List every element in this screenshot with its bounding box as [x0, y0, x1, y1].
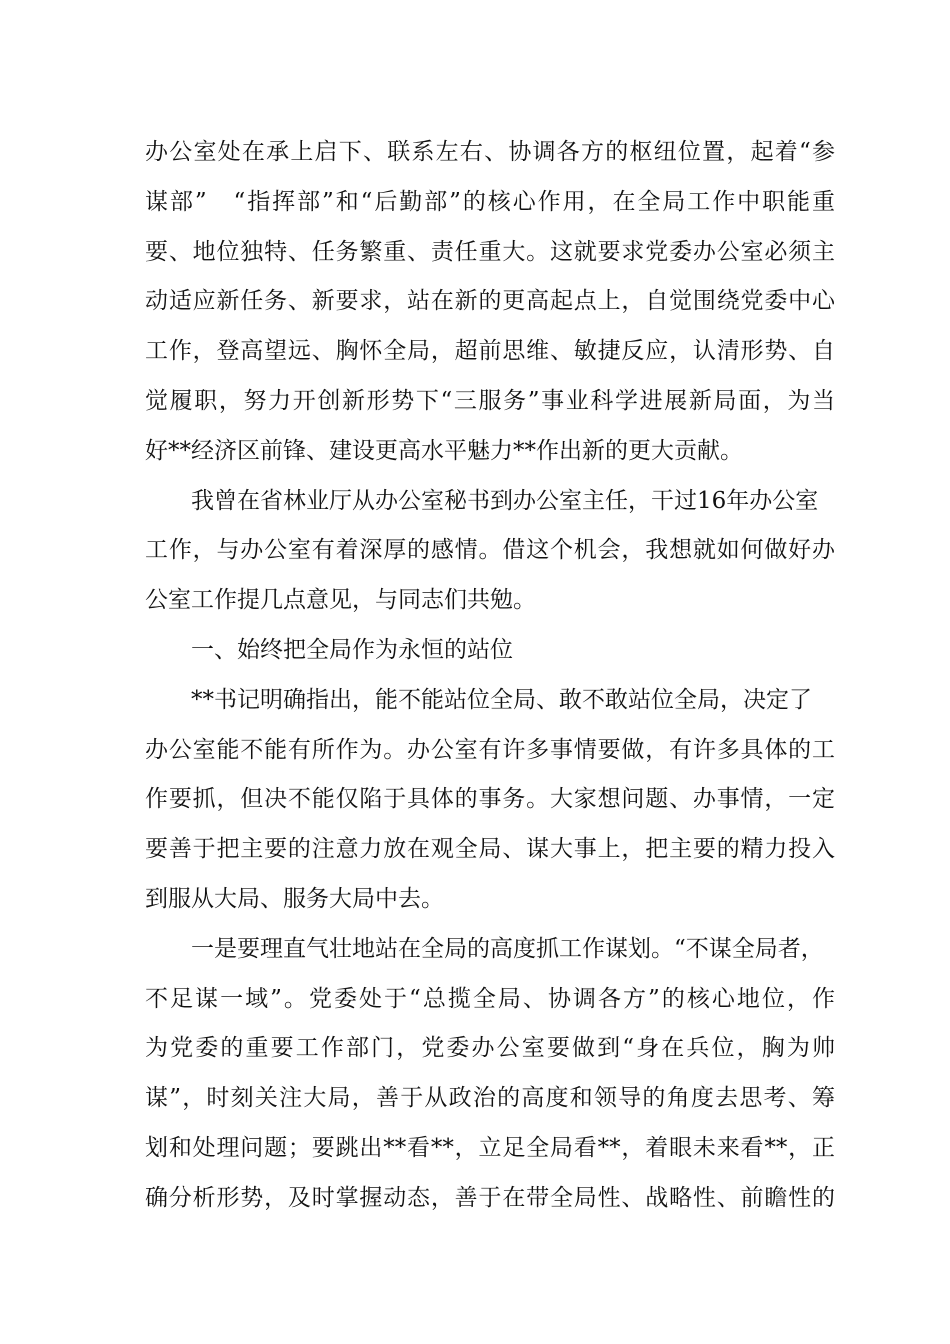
paragraph-1-line-2: 谋部” “指挥部”和“后勤部”的核心作用，在全局工作中职能重 [145, 188, 835, 215]
paragraph-2-line-2: 工作，与办公室有着深厚的感情。借这个机会，我想就如何做好办 [145, 537, 835, 564]
paragraph-5-line-1: 一是要理直气壮地站在全局的高度抓工作谋划。“不谋全局者， [191, 935, 824, 962]
document-body [145, 128, 835, 1224]
paragraph-5-line-5: 划和处理问题；要跳出**看**，立足全局看**，着眼未来看**，正 [145, 1134, 835, 1161]
paragraph-5-line-2: 不足谋一域”。党委处于“总揽全局、协调各方”的核心地位，作 [145, 985, 835, 1012]
paragraph-1-line-6: 觉履职，努力开创新形势下“三服务”事业科学进展新局面，为当 [145, 387, 835, 414]
paragraph-4-line-4: 要善于把主要的注意力放在观全局、谋大事上，把主要的精力投入 [145, 836, 835, 863]
paragraph-2-line-3: 公室工作提几点意见，与同志们共勉。 [145, 587, 536, 614]
paragraph-4-line-2: 办公室能不能有所作为。办公室有许多事情要做，有许多具体的工 [145, 736, 835, 763]
paragraph-1-line-7: 好**经济区前锋、建设更高水平魅力**作出新的更大贡献。 [145, 437, 743, 464]
section-heading: 一、始终把全局作为永恒的站位 [191, 636, 513, 663]
paragraph-1-line-5: 工作，登高望远、胸怀全局，超前思维、敏捷反应，认清形势、自 [145, 338, 835, 365]
paragraph-4-line-5: 到服从大局、服务大局中去。 [145, 885, 444, 912]
paragraph-2-line-1: 我曾在省林业厅从办公室秘书到办公室主任，干过16年办公室 [191, 487, 819, 514]
paragraph-5-line-6: 确分析形势，及时掌握动态，善于在带全局性、战略性、前瞻性的 [145, 1184, 835, 1211]
paragraph-4-line-3: 作要抓，但决不能仅陷于具体的事务。大家想问题、办事情，一定 [145, 786, 835, 813]
paragraph-1-line-3: 要、地位独特、任务繁重、责任重大。这就要求党委办公室必须主 [145, 238, 835, 265]
paragraph-5-line-4: 谋”，时刻关注大局，善于从政治的高度和领导的角度去思考、筹 [145, 1085, 835, 1112]
paragraph-1-line-4: 动适应新任务、新要求，站在新的更高起点上，自觉围绕党委中心 [145, 288, 835, 315]
paragraph-4-line-1: **书记明确指出，能不能站位全局、敢不敢站位全局，决定了 [191, 686, 812, 713]
paragraph-5-line-3: 为党委的重要工作部门，党委办公室要做到“身在兵位，胸为帅 [145, 1035, 835, 1062]
paragraph-1-line-1: 办公室处在承上启下、联系左右、协调各方的枢纽位置，起着“参 [145, 139, 835, 165]
